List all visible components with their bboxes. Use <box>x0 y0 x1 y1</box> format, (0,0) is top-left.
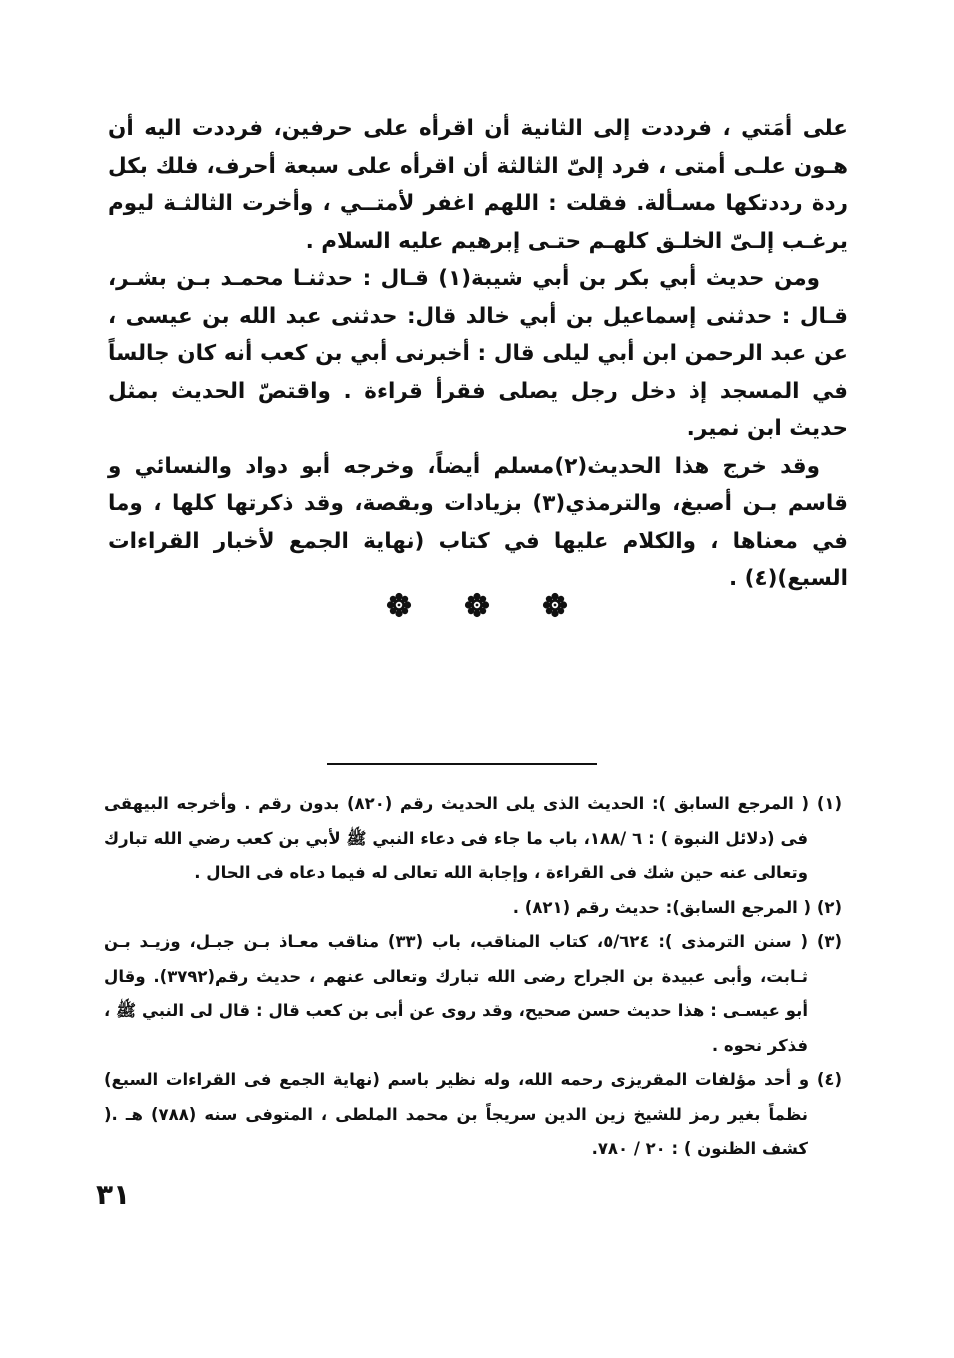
footnotes-block <box>104 787 842 1167</box>
flower-ornament-icon <box>464 592 490 618</box>
footnote-2: (٢) ( المرجع السابق): حديث رقم (٨٢١) . <box>512 897 842 917</box>
flower-ornament-icon <box>542 592 568 618</box>
page-number: ٣١ <box>96 1178 131 1211</box>
paragraph-2: ومن حديث أبي بكر بن أبي شيبة(١) قـال : حدثنـا محمـد بـن بشـر، قـال : حدثنى إسماعيل بن أبي خالد قال: حدثنى عبد الله بن عيسى ، عن عبد الرحمن ابن أبي ليلى قال : أخبرنى أبي بن كعب أنه كان جالساً في المسجد إذ دخل رجل يصلى فقرأ قراءة . واقتصّ الحديث بمثل حديث ابن نمير. <box>108 266 848 441</box>
paragraph-3: وقد خرج هذا الحديث(٢)مسلم أيضاً، وخرجه أبو دواد والنسائي و قاسم بـن أصبغ، والترمذي(٣) بزيادات وبقصة، وقد ذكرتها كلها ، وما في معناها ، والكلام عليها في كتاب (نهاية الجمع لأخبار القراءات السبع)(٤) . <box>108 453 849 591</box>
paragraph-1: على أمَتي ، فرددت إلى الثانية أن اقرأه على حرفين، فرددت اليه أن هـون علـى أمتى ، فرد إلىّ الثالثة أن اقرأه على سبعة أحرف، فلك بكل ردة رددتكها مسـألة. فقلت : اللهم اغفر لأمتــي ، وأخرت الثالثـة ليوم يرغـب إلـىّ الخلـق كلهـم حتـى إبرهيم عليه السلام . <box>108 116 848 254</box>
footnote-3: (٣) ( سنن الترمذى ): ٥/٦٢٤، كتاب المناقب، باب (٣٣) مناقب معـاذ بـن جبـل، وزيـد بـن ثـابت، وأبى عبيدة بن الجراح رضى الله تبارك وتعالى عنهم ، حديث رقم(٣٧٩٢). وقال أبو عيسـى : هذا حديث حسن صحيح، وقد روى عن أبى بن كعب قال : قال لى النبي ﷺ ، فذكر نحوه . <box>104 932 842 1055</box>
footnote-1: (١) ( المرجع السابق ): الحديث الذى يلى الحديث رقم (٨٢٠) بدون رقم . وأخرجه البيهقى فى (دلائل النبوة ) : ٦ /١٨٨، باب ما جاء فى دعاء النبي ﷺ لأبي بن كعب رضي الله تبارك وتعالى عنه حين شك فى القراءة ، وإجابة الله تعالى له فيما دعاه فى الحال . <box>104 794 842 882</box>
section-ornaments <box>0 592 954 620</box>
main-text-block <box>108 110 848 598</box>
footnote-4: (٤) و أحد مؤلفات المقريزى رحمه الله، وله نظير باسم (نهاية الجمع فى القراءات السبع) نظماً بغير رمز للشيخ زين الدين سريجاً بن محمد الملطى ، المتوفى سنه (٧٨٨) هـ .( كشف الظنون ) : ٢٠ / ٧٨٠. <box>104 1070 842 1158</box>
flower-ornament-icon <box>386 592 412 618</box>
footnote-separator <box>327 763 597 765</box>
